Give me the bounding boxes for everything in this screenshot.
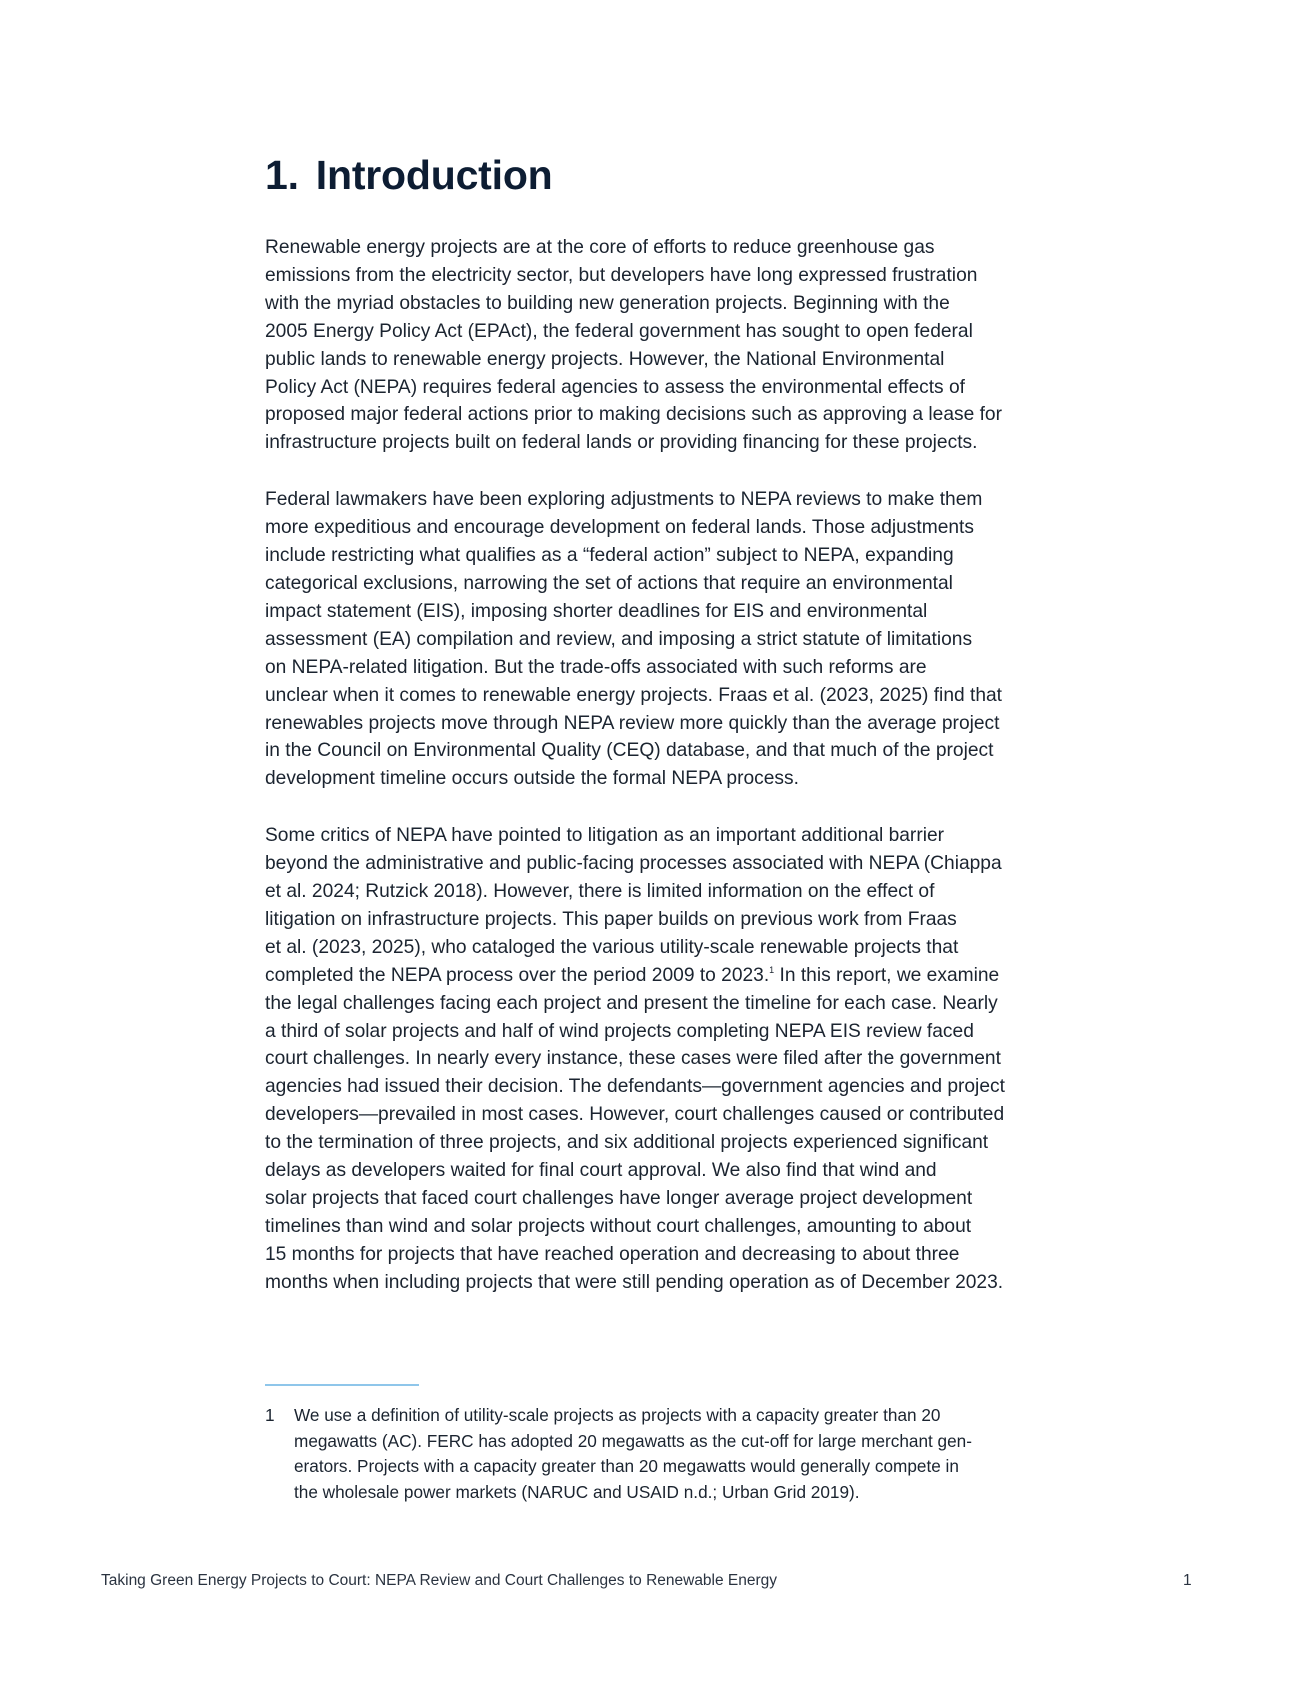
paragraph-2 [265, 486, 1055, 793]
text-segment: In this report, we examine [774, 964, 1000, 986]
text-line: infrastructure projects built on federal lands or providing financing for these projects. [265, 432, 978, 454]
text-line: a third of solar projects and half of wind projects completing NEPA EIS review faced [265, 1020, 974, 1042]
footnote-number: 1 [265, 1405, 275, 1425]
text-line: timelines than wind and solar projects without court challenges, amounting to about [265, 1215, 972, 1237]
footer-document-title: Taking Green Energy Projects to Court: NEPA Review and Court Challenges to Renewable Energy [101, 1572, 778, 1589]
paragraph-3 [265, 822, 1055, 1296]
section-number: 1. [265, 152, 299, 198]
text-line: solar projects that faced court challenges have longer average project development [265, 1188, 973, 1209]
footnote-line: We use a definition of utility-scale projects as projects with a capacity greater than 20 [294, 1405, 941, 1425]
text-line: months when including projects that were still pending operation as of December 2023. [265, 1271, 1004, 1293]
footnote-text [294, 1403, 1055, 1505]
text-segment: completed the NEPA process over the period 2009 to 2023. [265, 964, 770, 986]
text-line: Renewable energy projects are at the core of efforts to reduce greenhouse gas [265, 237, 935, 258]
footnote-line: megawatts (AC). FERC has adopted 20 megawatts as the cut-off for large merchant gen- [294, 1430, 972, 1451]
text-line: with the myriad obstacles to building new generation projects. Beginning with the [265, 292, 950, 314]
footnote-reference[interactable]: 1 [769, 964, 775, 975]
footnote-line: erators. Projects with a capacity greater than 20 megawatts would generally compete in [294, 1456, 959, 1476]
text-line: renewables projects move through NEPA review more quickly than the average project [265, 712, 1000, 734]
page-number: 1 [1183, 1572, 1192, 1589]
text-line: beyond the administrative and public-facing processes associated with NEPA (Chiappa [265, 853, 1002, 875]
text-line: more expeditious and encourage development on federal lands. Those adjustments [265, 517, 974, 539]
body-text [265, 234, 1055, 1326]
text-line: the legal challenges facing each project and present the timeline for each case. Nearly [265, 992, 998, 1014]
text-line: et al. (2023, 2025), who cataloged the various utility-scale renewable projects that [265, 936, 959, 958]
text-line: impact statement (EIS), imposing shorter deadlines for EIS and environmental [265, 600, 928, 622]
text-line-with-footnote [265, 962, 1055, 990]
text-line: to the termination of three projects, and six additional projects experienced significant [265, 1132, 989, 1154]
text-line: include restricting what qualifies as a “federal action” subject to NEPA, expanding [265, 545, 954, 567]
text-line: delays as developers waited for final court approval. We also find that wind and [265, 1160, 937, 1182]
text-line: proposed major federal actions prior to making decisions such as approving a lease for [265, 404, 1002, 426]
text-line: Some critics of NEPA have pointed to litigation as an important additional barrier [265, 825, 945, 847]
text-line: et al. 2024; Rutzick 2018). However, there is limited information on the effect of [265, 881, 935, 903]
text-line: litigation on infrastructure projects. This paper builds on previous work from Fraas [265, 908, 957, 930]
paragraph-1 [265, 234, 1055, 457]
text-line: Policy Act (NEPA) requires federal agencies to assess the environmental effects of [265, 376, 965, 398]
text-line: court challenges. In nearly every instance, these cases were filed after the government [265, 1048, 1001, 1070]
text-line: development timeline occurs outside the formal NEPA process. [265, 768, 799, 790]
footnote-line: the wholesale power markets (NARUC and USAID n.d.; Urban Grid 2019). [294, 1481, 860, 1502]
text-line: agencies had issued their decision. The defendants—government agencies and project [265, 1076, 1005, 1098]
footnote [265, 1403, 1055, 1505]
section-heading [265, 148, 553, 202]
text-line: unclear when it comes to renewable energy projects. Fraas et al. (2023, 2025) find that [265, 684, 1002, 706]
section-title: Introduction [315, 152, 553, 198]
text-line: on NEPA-related litigation. But the trade-offs associated with such reforms are [265, 656, 927, 678]
text-line: emissions from the electricity sector, but developers have long expressed frustration [265, 264, 978, 286]
text-line: 15 months for projects that have reached operation and decreasing to about three [265, 1243, 960, 1265]
text-line: in the Council on Environmental Quality (CEQ) database, and that much of the project [265, 740, 994, 762]
text-line: public lands to renewable energy projects. However, the National Environmental [265, 348, 945, 370]
text-line: developers—prevailed in most cases. However, court challenges caused or contributed [265, 1104, 1005, 1126]
text-line: assessment (EA) compilation and review, and imposing a strict statute of limitations [265, 628, 973, 650]
text-line: Federal lawmakers have been exploring adjustments to NEPA reviews to make them [265, 489, 983, 511]
footnote-divider [265, 1384, 419, 1386]
text-line: categorical exclusions, narrowing the set of actions that require an environmental [265, 572, 953, 594]
text-line: 2005 Energy Policy Act (EPAct), the federal government has sought to open federal [265, 320, 973, 342]
